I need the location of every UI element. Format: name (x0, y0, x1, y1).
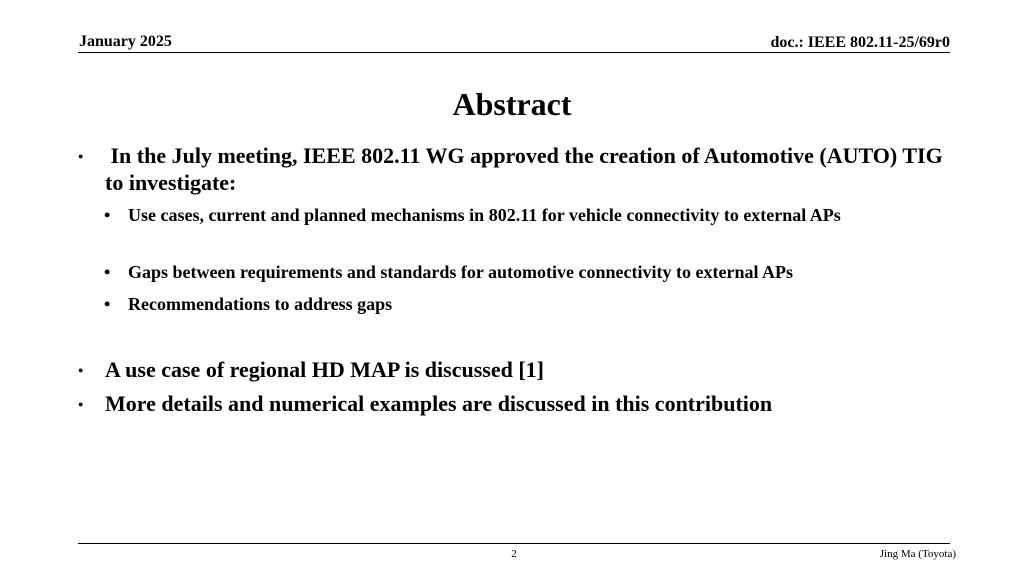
header-divider (78, 52, 950, 53)
sub-bullet-recommendations (104, 292, 984, 316)
sub-bullet-dot-icon: • (104, 205, 111, 225)
bullet-dot-icon: ● (78, 399, 84, 409)
bullet-item-details (78, 390, 958, 417)
bullet-text: More details and numerical examples are discussed in this contribution (105, 391, 773, 416)
sub-bullet-text: Recommendations to address gaps (128, 294, 393, 314)
sub-bullet-dot-icon: • (104, 262, 111, 282)
bullet-text: In the July meeting, IEEE 802.11 WG approved the creation of Automotive (AUTO) TIG to investigate: (105, 143, 949, 195)
sub-bullet-dot-icon: • (104, 294, 111, 314)
sub-bullet-use-cases (104, 203, 984, 227)
footer-author: Jing Ma (Toyota) (879, 548, 956, 560)
bullet-item-hd-map (78, 356, 958, 383)
sub-bullet-text: Use cases, current and planned mechanisms in 802.11 for vehicle connectivity to external APs (128, 205, 841, 225)
header-date: January 2025 (79, 33, 172, 50)
sub-bullet-text: Gaps between requirements and standards for automotive connectivity to external APs (128, 262, 793, 282)
slide-title: Abstract (452, 86, 572, 122)
bullet-dot-icon: ● (78, 365, 84, 375)
bullet-dot-icon: ● (78, 151, 84, 161)
page-number: 2 (511, 548, 517, 560)
bullet-item-auto-tig (78, 142, 958, 196)
sub-bullet-gaps (104, 260, 1009, 284)
footer-divider (78, 543, 950, 544)
header-doc-id: doc.: IEEE 802.11-25/69r0 (770, 34, 950, 51)
bullet-text: A use case of regional HD MAP is discussed [1] (105, 357, 544, 382)
